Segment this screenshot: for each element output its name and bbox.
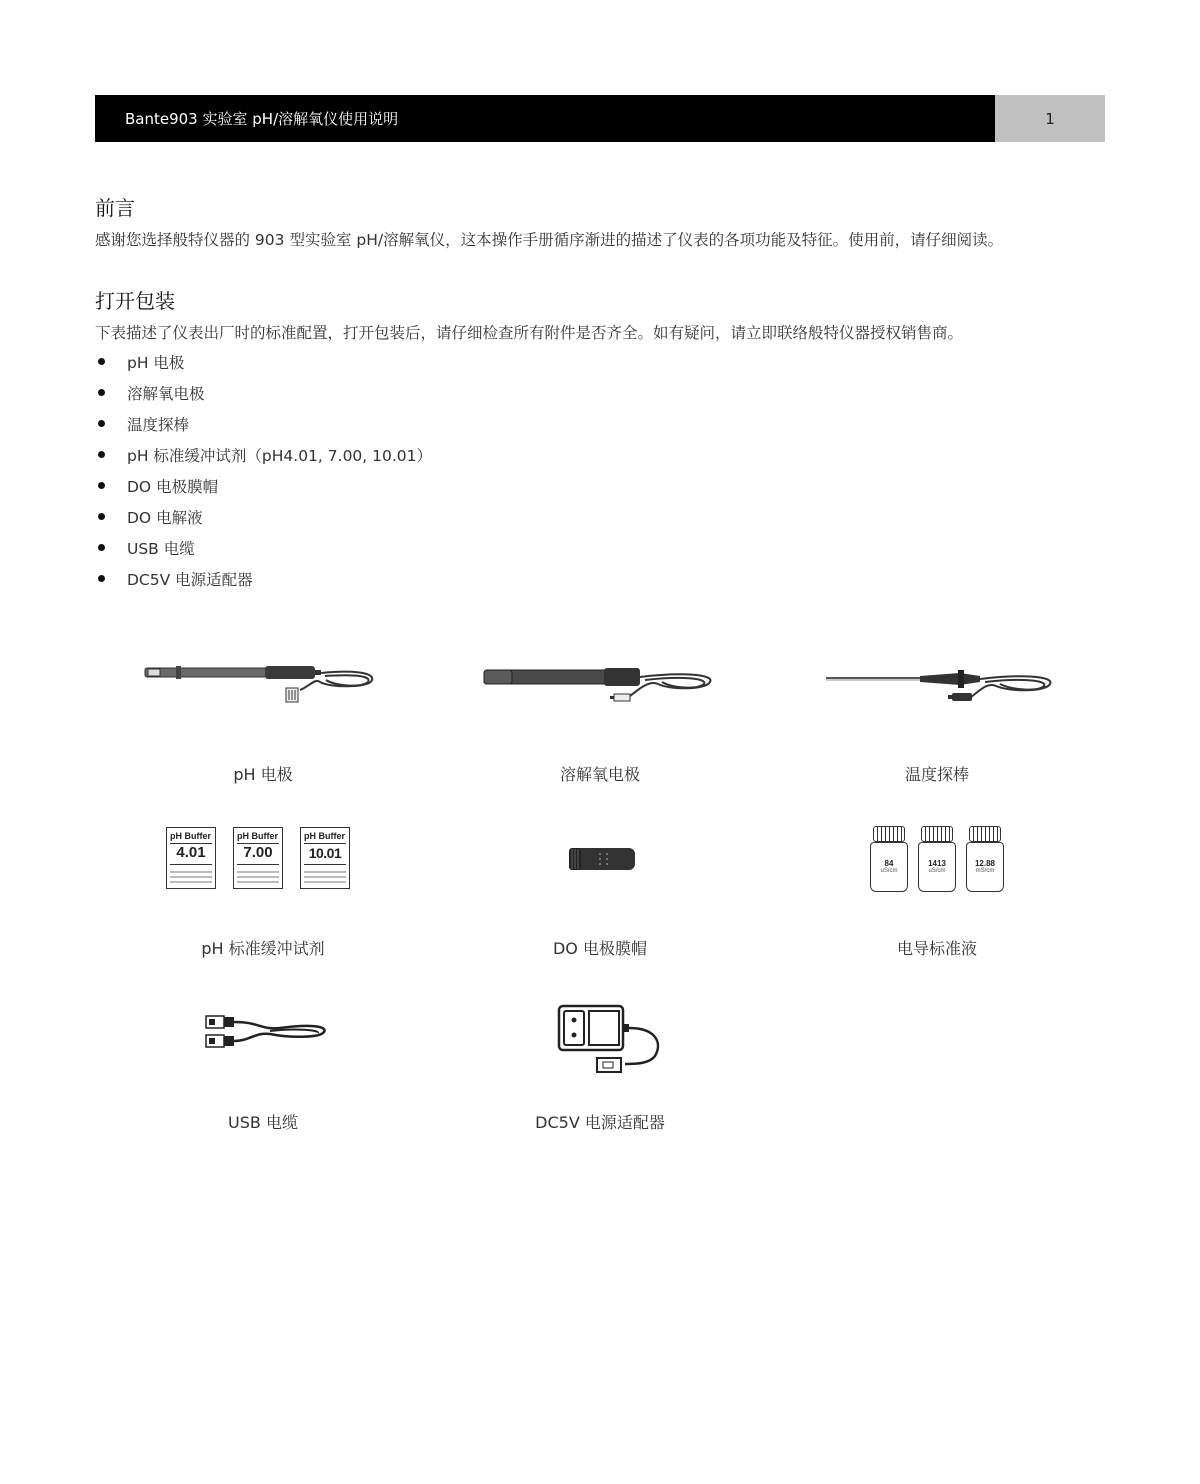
package-contents-list <box>95 346 432 594</box>
unpacking-paragraph: 下表描述了仪表出厂时的标准配置，打开包装后，请仔细检查所有附件是否齐全。如有疑问，请立即联络般特仪器授权销售商。 <box>95 324 964 342</box>
do-membrane-cap-illustration <box>565 842 640 876</box>
caption-ph-electrode: pH 电极 <box>233 765 293 784</box>
list-item: pH 标准缓冲试剂（pH4.01, 7.00, 10.01） <box>95 439 432 470</box>
page-header <box>95 95 1105 142</box>
bullet-icon <box>98 451 105 458</box>
list-item: DO 电解液 <box>95 501 432 532</box>
list-item: 溶解氧电极 <box>95 377 432 408</box>
standard-bottle: 1413 uS/cm <box>918 826 956 892</box>
document-title: Bante903 实验室 pH/溶解氧仪使用说明 <box>95 95 995 142</box>
list-item: DC5V 电源适配器 <box>95 563 432 594</box>
conductivity-standards-illustration <box>870 826 1004 892</box>
power-adapter-illustration <box>555 1002 665 1080</box>
temperature-probe-illustration <box>820 660 1060 710</box>
do-electrode-illustration <box>480 660 720 710</box>
bullet-icon <box>98 544 105 551</box>
caption-usb-cable: USB 电缆 <box>228 1113 298 1132</box>
usb-cable-illustration <box>200 1010 330 1054</box>
caption-ph-buffers: pH 标准缓冲试剂 <box>201 939 325 958</box>
bullet-icon <box>98 420 105 427</box>
buffer-packet: pH Buffer 7.00 <box>233 827 283 889</box>
bullet-icon <box>98 358 105 365</box>
caption-power-adapter: DC5V 电源适配器 <box>535 1113 665 1132</box>
ph-electrode-illustration <box>140 660 380 710</box>
list-item: USB 电缆 <box>95 532 432 563</box>
standard-bottle: 12.88 mS/cm <box>966 826 1004 892</box>
bullet-icon <box>98 575 105 582</box>
preface-paragraph: 感谢您选择般特仪器的 903 型实验室 pH/溶解氧仪，这本操作手册循序渐进的描述了仪表的各项功能及特征。使用前，请仔细阅读。 <box>95 231 1004 249</box>
bullet-icon <box>98 513 105 520</box>
caption-conductivity-standards: 电导标准液 <box>896 939 977 958</box>
caption-do-membrane-cap: DO 电极膜帽 <box>552 939 647 958</box>
page-number: 1 <box>995 95 1105 142</box>
list-item: 温度探棒 <box>95 408 432 439</box>
bullet-icon <box>98 389 105 396</box>
preface-heading: 前言 <box>95 196 135 220</box>
list-item: DO 电极膜帽 <box>95 470 432 501</box>
caption-do-electrode: 溶解氧电极 <box>559 765 640 784</box>
buffer-packet: pH Buffer 4.01 <box>166 827 216 889</box>
ph-buffer-illustration <box>166 827 350 889</box>
caption-temperature-probe: 温度探棒 <box>904 765 969 784</box>
unpacking-heading: 打开包装 <box>95 289 175 313</box>
bullet-icon <box>98 482 105 489</box>
list-item: pH 电极 <box>95 346 432 377</box>
standard-bottle: 84 uS/cm <box>870 826 908 892</box>
buffer-packet: pH Buffer 10.01 <box>300 827 350 889</box>
